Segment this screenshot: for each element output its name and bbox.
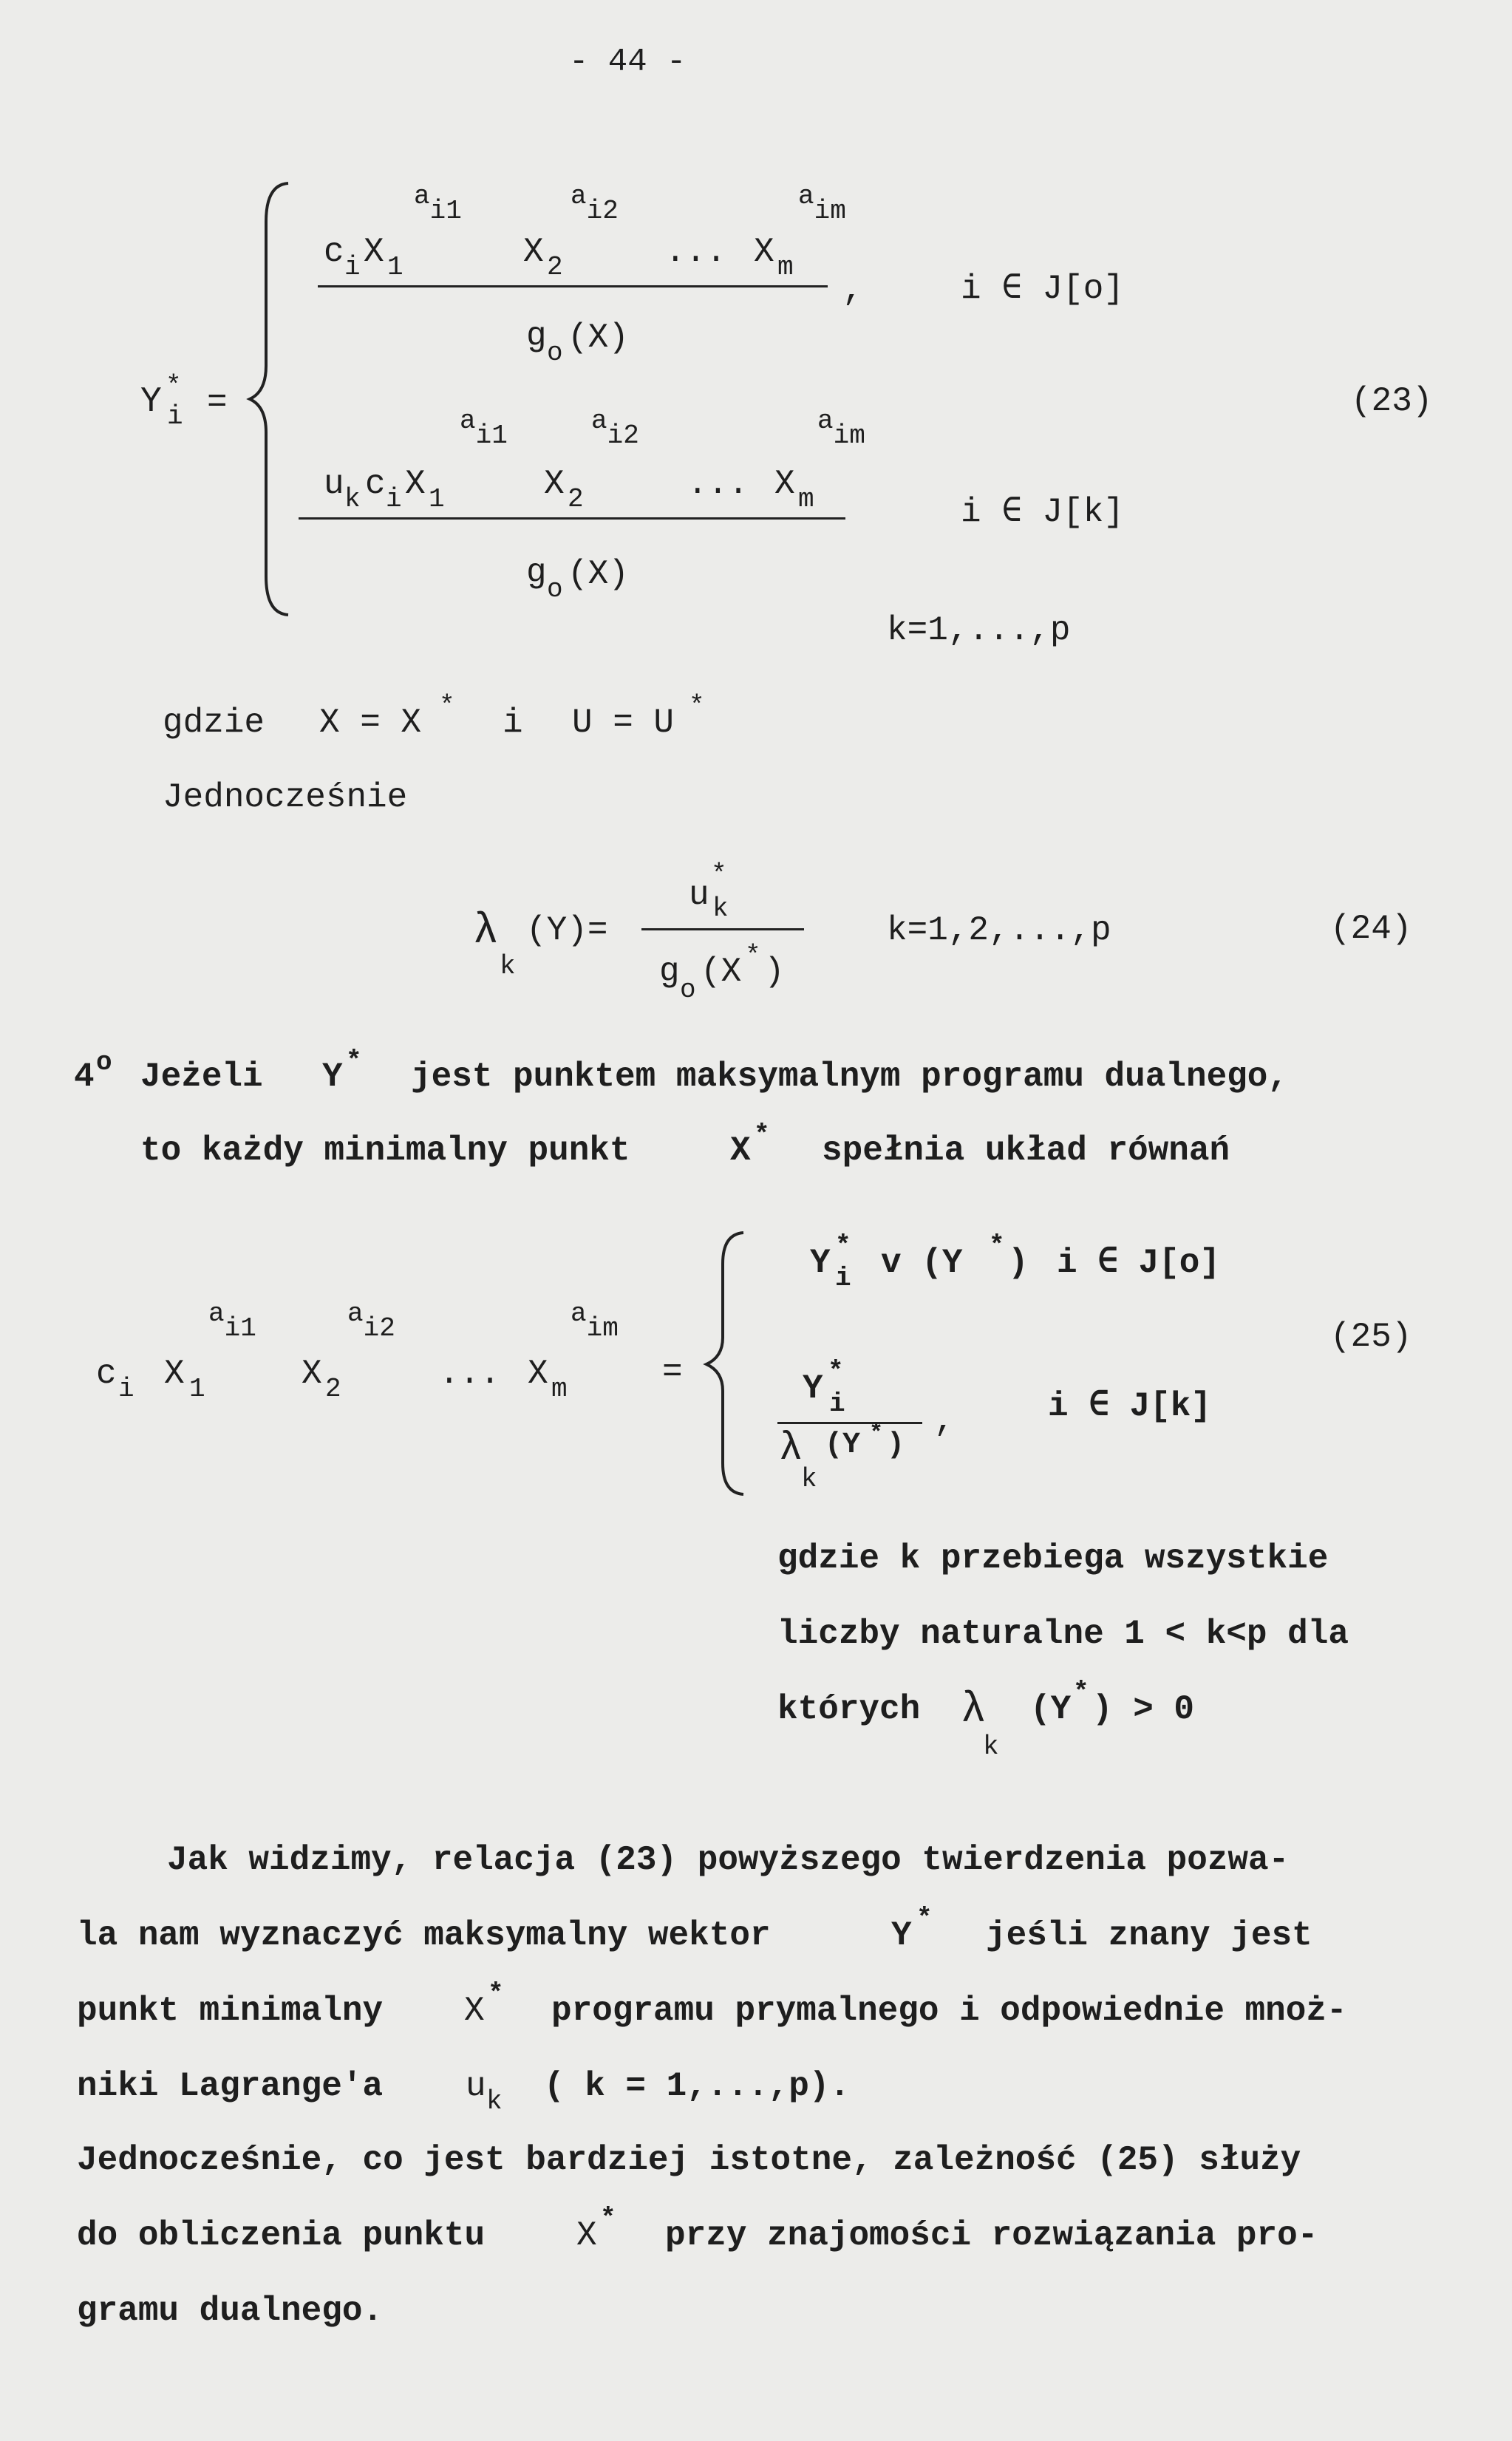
eq23-r2-x2: X — [544, 465, 565, 503]
eq23-r2-xm-sub: m — [798, 484, 814, 514]
eq23-label: (23) — [1351, 382, 1433, 421]
para-line-7: gramu dualnego. — [77, 2292, 384, 2330]
eq23-lhs: Y — [140, 382, 162, 422]
eq24-den-arg: (X — [701, 953, 742, 991]
eq25-xm-exp: aim — [571, 1298, 619, 1344]
eq25-x1-exp: ai1 — [208, 1298, 256, 1344]
para-line-4-sub: k — [486, 2086, 503, 2117]
where-x-eq: X = X — [319, 704, 422, 742]
eq25-x2: X — [302, 1355, 322, 1393]
eq25-case2-den-sub: k — [801, 1464, 817, 1494]
theorem4-line1-y: Y — [322, 1058, 343, 1096]
eq25-equals: = — [662, 1353, 683, 1392]
eq24-num-sub: k — [712, 893, 729, 924]
eq23-r1-c: c — [324, 233, 344, 271]
where25-line1: gdzie k przebiega wszystkie — [777, 1539, 1329, 1578]
eq23-r2-c-sub: i — [386, 484, 402, 514]
para-line-3-sup: * — [488, 1978, 504, 2009]
eq24-arg: (Y)= — [526, 911, 608, 950]
para-line-3a: punkt minimalny — [77, 1992, 384, 2030]
eq25-case1-y-sub: i — [835, 1263, 851, 1293]
eq24-lambda-sub: k — [500, 951, 516, 981]
eq23-r2-fraction-bar — [299, 517, 845, 520]
eq25-x1: X — [164, 1355, 185, 1393]
eq23-r2-c: c — [365, 465, 386, 503]
theorem4-line1-y-sup: * — [346, 1046, 362, 1076]
eq23-r1-xm-exp: aim — [798, 181, 846, 226]
eq24-den-g: g — [659, 953, 680, 991]
where-gdzie: gdzie — [163, 704, 265, 742]
para-line-4a: niki Lagrange'a — [77, 2067, 384, 2105]
eq23-r2-x1: X — [405, 465, 426, 503]
where25-line3-b: (Y — [1030, 1690, 1072, 1729]
eq24-lambda: λ — [473, 908, 499, 956]
para-line-2a: la nam wyznaczyć maksymalny wektor — [77, 1916, 771, 1955]
para-line-6-x: X — [576, 2216, 597, 2255]
eq23-r2-x2-sub: 2 — [568, 484, 584, 514]
eq25-case1-v-sup: * — [989, 1230, 1005, 1261]
eq23-lhs-sub: i — [167, 401, 183, 432]
eq25-case1-v-close: ) — [1008, 1244, 1029, 1282]
eq24-den-close: ) — [764, 953, 785, 991]
eq23-r1-xm-sub: m — [777, 252, 794, 282]
eq25-case2-comma: , — [934, 1402, 955, 1440]
para-line-2-sup: * — [916, 1903, 933, 1933]
where-u-sup: * — [689, 691, 705, 721]
eq23-r1-x2-sub: 2 — [547, 252, 563, 282]
eq23-r2-xm-exp: aim — [817, 406, 865, 451]
eq23-r2-xm: X — [774, 465, 795, 503]
eq25-case2-num-sup: * — [828, 1356, 844, 1386]
eq25-case2-condition: i ∈ J[k] — [1048, 1387, 1211, 1426]
eq25-x2-sub: 2 — [325, 1374, 341, 1404]
theorem4-line2-a: to każdy minimalny punkt — [140, 1131, 630, 1170]
eq25-brace — [699, 1227, 751, 1500]
eq25-xm: X — [528, 1355, 548, 1393]
para-line-6-sup: * — [600, 2203, 616, 2233]
para-line-4b: ( k = 1,...,p). — [544, 2067, 851, 2105]
eq25-xm-sub: m — [551, 1374, 568, 1404]
eq24-den-sup: * — [745, 941, 761, 971]
theorem4-line2-b: spełnia układ równań — [822, 1131, 1230, 1170]
para-line-4-u: u — [466, 2067, 486, 2105]
eq24-range: k=1,2,...,p — [887, 911, 1111, 950]
eq25-case2-num: Y — [803, 1369, 823, 1408]
eq24-den-sub: o — [680, 975, 696, 1005]
theorem4-line2-x: X — [730, 1131, 751, 1170]
eq23-r1-x2: X — [523, 233, 544, 271]
eq23-r1-den-arg: (X) — [568, 319, 629, 357]
where-u-eq: U = U — [572, 704, 675, 742]
para-line-1: Jak widzimy, relacja (23) powyższego twierdzenia pozwa- — [167, 1841, 1290, 1879]
eq23-r2-u-sub: k — [344, 484, 361, 514]
eq25-case2-den-sup: * — [869, 1420, 884, 1447]
theorem4-number-sup: o — [96, 1047, 112, 1077]
eq25-case2-den-close: ) — [887, 1429, 905, 1462]
para-line-6a: do obliczenia punktu — [77, 2216, 486, 2255]
eq23-equals: = — [207, 384, 228, 422]
eq23-r2-x1-exp: ai1 — [460, 406, 508, 451]
eq23-lhs-sup: * — [166, 371, 182, 401]
eq25-case1-y: Y — [810, 1244, 831, 1282]
eq23-r1-condition: i ∈ J[o] — [961, 270, 1124, 308]
eq23-r1-c-sub: i — [344, 252, 361, 282]
eq25-case2-num-sub: i — [829, 1389, 845, 1419]
where25-line3-b-sup: * — [1073, 1677, 1089, 1707]
page-number: - 44 - — [569, 44, 687, 81]
eq23-r1-den-sub: o — [547, 338, 563, 368]
where-and: i — [503, 704, 523, 742]
eq25-x2-exp: ai2 — [347, 1298, 395, 1344]
para-line-6b: przy znajomości rozwiązania pro- — [665, 2216, 1318, 2255]
eq25-c-sub: i — [118, 1374, 134, 1404]
para-line-2b: jeśli znany jest — [986, 1916, 1312, 1955]
eq25-case2-den-lambda: λ — [779, 1426, 803, 1471]
eq23-r2-den-sub: o — [547, 574, 563, 605]
eq23-r2-condition: i ∈ J[k] — [961, 493, 1124, 531]
theorem4-number: 4 — [74, 1058, 95, 1096]
eq25-case1-condition: i ∈ J[o] — [1057, 1244, 1220, 1282]
eq25-dots: ... — [439, 1355, 500, 1393]
eq25-c: c — [96, 1355, 117, 1393]
eq23-r1-xm: X — [754, 233, 774, 271]
eq23-r2-x2-exp: ai2 — [591, 406, 639, 451]
eq23-r1-fraction-bar — [318, 285, 828, 287]
eq23-r1-comma: , — [842, 271, 863, 310]
eq24-fraction-bar — [641, 928, 804, 930]
theorem4-line1-b: jest punktem maksymalnym programu dualnego, — [411, 1058, 1288, 1096]
para-line-3b: programu prymalnego i odpowiednie mnoż- — [551, 1992, 1347, 2030]
eq23-r2-x1-sub: 1 — [429, 484, 445, 514]
eq25-x1-sub: 1 — [189, 1374, 205, 1404]
eq23-r1-x1-exp: ai1 — [414, 181, 462, 226]
eq24-num-u: u — [689, 876, 709, 914]
theorem4-line2-x-sup: * — [754, 1120, 770, 1150]
simultaneously-heading: Jednocześnie — [163, 778, 408, 817]
eq23-r2-u: u — [324, 465, 344, 503]
where25-line3-c: ) > 0 — [1092, 1690, 1195, 1729]
eq23-r2-dots: ... — [687, 465, 749, 503]
eq25-case1-y-sup: * — [835, 1230, 851, 1261]
where25-line3-lambda: λ — [961, 1686, 987, 1734]
eq25-case1-v: v (Y — [881, 1244, 963, 1282]
eq23-brace — [244, 177, 296, 621]
where-x-sup: * — [439, 691, 455, 721]
theorem4-line1-a: Jeżeli — [140, 1058, 263, 1096]
eq25-case2-den-arg: (Y — [825, 1429, 861, 1462]
eq25-label: (25) — [1330, 1318, 1412, 1356]
eq24-label: (24) — [1330, 910, 1412, 948]
eq23-r2-den-g: g — [526, 554, 547, 592]
eq23-range: k=1,...,p — [887, 611, 1071, 650]
eq23-r2-den-arg: (X) — [568, 555, 629, 593]
eq23-r1-dots: ... — [665, 233, 726, 271]
eq25-case2-fraction-bar — [777, 1422, 922, 1424]
where25-line3-lambda-sub: k — [983, 1732, 999, 1762]
eq23-r1-x1: X — [364, 233, 384, 271]
eq23-r1-x2-exp: ai2 — [571, 181, 619, 226]
eq24-num-sup: * — [711, 859, 727, 890]
eq23-r1-x1-sub: 1 — [387, 252, 403, 282]
para-line-2-y: Y — [891, 1916, 912, 1955]
eq23-r1-den-g: g — [526, 317, 547, 355]
where25-line3-a: których — [777, 1690, 921, 1729]
para-line-5: Jednocześnie, co jest bardziej istotne, zależność (25) służy — [77, 2141, 1301, 2179]
para-line-3-x: X — [464, 1992, 485, 2030]
where25-line2: liczby naturalne 1 < k<p dla — [777, 1615, 1349, 1653]
